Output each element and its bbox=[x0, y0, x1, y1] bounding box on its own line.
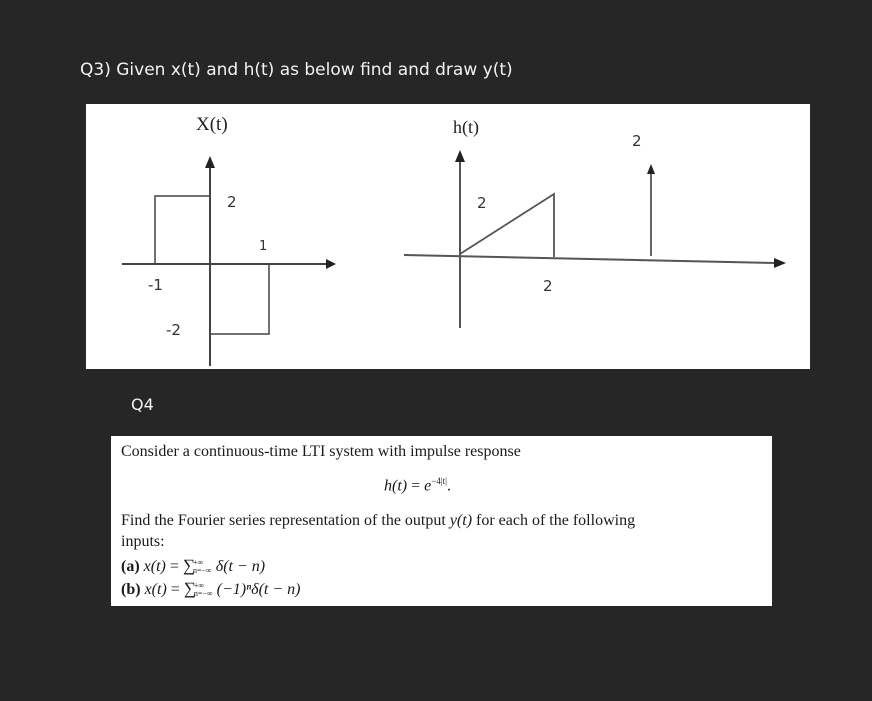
q4-eq-lhs: h(t) bbox=[384, 477, 408, 495]
ht-impulse-amp-label: 2 bbox=[632, 132, 642, 150]
q4-problem-box bbox=[111, 436, 772, 606]
q4-question-line-1 bbox=[121, 512, 635, 530]
q4-eq-base: e bbox=[424, 477, 432, 495]
q4-question-rest: for each of the following bbox=[476, 512, 636, 529]
ht-ramp bbox=[460, 194, 554, 257]
xt-amp-pos-label: 2 bbox=[227, 193, 237, 211]
ht-impulse-arrow bbox=[647, 164, 655, 174]
ht-ramp-end-label: 2 bbox=[543, 277, 553, 295]
xt-plot bbox=[122, 156, 336, 366]
xt-t-pos-label: 1 bbox=[259, 239, 268, 254]
xt-t-neg-label: -1 bbox=[148, 276, 163, 294]
part-a-sum-top: +∞ bbox=[193, 558, 204, 568]
question-4-label: Q4 bbox=[131, 395, 154, 414]
part-a-lhs: x(t) bbox=[143, 558, 166, 575]
part-b-term: (−1)ⁿδ(t − n) bbox=[216, 581, 301, 598]
question-3-title: Q3) Given x(t) and h(t) as below find and draw y(t) bbox=[80, 60, 513, 80]
xt-negative-pulse bbox=[210, 264, 269, 334]
xt-amp-neg-label: -2 bbox=[166, 321, 181, 339]
xt-time-axis-arrow bbox=[326, 259, 336, 269]
q4-eq-sign: = bbox=[411, 477, 421, 495]
xt-title: X(t) bbox=[196, 114, 228, 135]
part-b-sum-top: +∞ bbox=[193, 581, 205, 591]
signals-figure bbox=[86, 104, 810, 369]
part-b-tag: (b) bbox=[121, 581, 141, 598]
part-b-lhs: x(t) bbox=[144, 581, 167, 598]
q4-question-line-2: inputs: bbox=[121, 533, 165, 550]
xt-amplitude-axis-arrow bbox=[205, 156, 215, 168]
ht-plot bbox=[404, 150, 786, 328]
ht-ramp-height-label: 2 bbox=[477, 194, 487, 212]
q4-eq-exponent: −4|t| bbox=[431, 476, 447, 486]
signals-svg bbox=[86, 104, 810, 369]
q4-impulse-response-equation: $h(t) = e^{-4|t|}$. bbox=[384, 476, 451, 495]
part-a-term: δ(t − n) bbox=[215, 558, 266, 575]
q4-part-b: (b) x(t) = ∑+∞ n=−∞ (−1)ⁿδ(t − n) bbox=[121, 579, 301, 599]
q4-part-a: (a) x(t) = ∑+∞ n=−∞ δ(t − n) bbox=[121, 556, 266, 576]
part-b-sum-bottom: n=−∞ bbox=[193, 589, 213, 599]
ht-amplitude-axis-arrow bbox=[455, 150, 465, 162]
q4-question-text: Find the Fourier series representation of the output bbox=[121, 512, 446, 529]
part-a-sum-limits bbox=[193, 559, 212, 575]
ht-time-axis-arrow bbox=[774, 258, 786, 268]
q4-output-var: y(t) bbox=[449, 512, 473, 529]
part-a-tag: (a) bbox=[121, 558, 140, 575]
q4-intro: Consider a continuous-time LTI system with impulse response bbox=[121, 443, 521, 460]
part-b-sum-icon: ∑ bbox=[183, 579, 196, 598]
part-b-sum-limits bbox=[194, 582, 213, 598]
part-a-sum-bottom: n=−∞ bbox=[193, 566, 212, 576]
xt-positive-pulse bbox=[155, 196, 210, 264]
ht-title: h(t) bbox=[453, 117, 479, 137]
part-a-sum-icon: ∑ bbox=[182, 556, 196, 575]
